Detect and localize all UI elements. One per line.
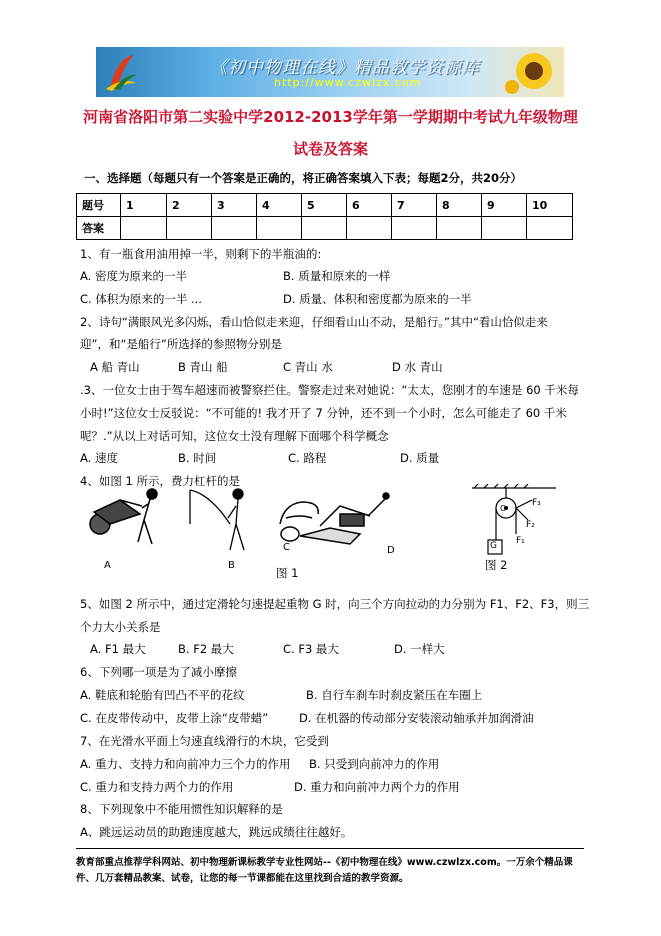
fig2-label-f1: F₁ — [516, 536, 525, 546]
q7-option-d: D. 重力和向前冲力两个力的作用 — [294, 780, 460, 794]
q2-option-c: C 青山 水 — [283, 360, 333, 374]
q1-option-c: C. 体积为原来的一半 ... — [80, 292, 202, 306]
q1-option-b: B. 质量和原来的一样 — [283, 269, 391, 283]
q6-option-b: B. 自行车刹车时刹皮紧压在车圈上 — [306, 688, 483, 702]
fig2-label-o: O — [500, 504, 507, 513]
fig1-label-d: D — [387, 545, 395, 556]
q3-stem-line3: 呢？.”从以上对话可知，这位女士没有理解下面哪个科学概念 — [80, 429, 389, 443]
q4-stem: 4、如图 1 所示，费力杠杆的是 — [80, 474, 240, 488]
doc-title-line1: 河南省洛阳市第二实验中学2012-2013学年第一学期期中考试九年级物理 — [83, 108, 578, 126]
doc-title-line2: 试卷及答案 — [292, 140, 368, 158]
table-cell: 2 — [167, 194, 212, 217]
q2-stem-line2: 迎”，和“是船行”所选择的参照物分别是 — [80, 337, 282, 351]
figure-1-caption: 图 1 — [276, 566, 299, 580]
answer-cell[interactable] — [482, 217, 527, 240]
table-cell: 8 — [437, 194, 482, 217]
q2-stem-line1: 2、诗句“满眼风光多闪烁，看山恰似走来迎，仔细看山山不动，是船行。”其中“看山恰似走来 — [80, 315, 548, 329]
answer-cell[interactable] — [392, 217, 437, 240]
q6-option-c: C. 在皮带传动中，皮带上涂“皮带蜡” — [80, 711, 269, 725]
table-cell: 5 — [302, 194, 347, 217]
q3-option-b: B. 时间 — [178, 451, 217, 465]
q3-option-a: A. 速度 — [80, 451, 118, 465]
figure-2-pulley — [470, 484, 560, 556]
answer-cell[interactable] — [437, 217, 482, 240]
q5-stem-line2: 个力大小关系是 — [80, 620, 161, 634]
site-logo-icon — [104, 53, 138, 91]
footer-line2: 件、几万套精品教案、试卷，让您的每一节课都能在这里找到合适的教学资源。 — [76, 873, 409, 884]
table-cell: 1 — [121, 194, 167, 217]
q2-option-b: B 青山 船 — [178, 360, 228, 374]
q8-option-a: A、跳远运动员的助跑速度越大，跳远成绩往往越好。 — [80, 825, 353, 839]
q5-stem-line1: 5、如图 2 所示中，通过定滑轮匀速提起重物 G 时，向三个方向拉动的力分别为 F1、F2、F3，则三 — [80, 597, 590, 611]
fig1-label-c: C — [283, 542, 290, 553]
q6-stem: 6、下列哪一项是为了减小摩擦 — [80, 665, 237, 679]
answer-cell[interactable] — [121, 217, 167, 240]
q5-option-d: D. 一样大 — [394, 642, 445, 656]
header-banner — [96, 47, 564, 97]
fig1-label-a: A — [104, 560, 111, 571]
table-cell: 答案 — [77, 217, 121, 240]
q6-option-d: D. 在机器的传动部分安装滚动轴承并加润滑油 — [299, 711, 534, 725]
footer-line1: 教育部重点推荐学科网站、初中物理新课标教学专业性网站--《初中物理在线》www.czwlzx.com。一万余个精品课 — [76, 857, 573, 868]
page-footer — [76, 855, 596, 887]
q5-option-a: A. F1 最大 — [90, 642, 146, 656]
answer-table — [76, 193, 573, 240]
q5-option-b: B. F2 最大 — [178, 642, 234, 656]
q7-option-c: C. 重力和支持力两个力的作用 — [80, 780, 234, 794]
q1-option-d: D. 质量、体积和密度都为原来的一半 — [283, 292, 472, 306]
q6-option-a: A. 鞋底和轮胎有凹凸不平的花纹 — [80, 688, 245, 702]
q3-stem-line1: .3、一位女士由于驾车超速而被警察拦住。警察走过来对她说：“太太，您刚才的车速是 60 千米每 — [80, 383, 579, 397]
fig1-label-b: B — [228, 560, 235, 571]
q2-option-d: D 水 青山 — [392, 360, 443, 374]
table-row — [77, 217, 573, 240]
answer-cell[interactable] — [257, 217, 302, 240]
answer-cell[interactable] — [302, 217, 347, 240]
q1-stem: 1、有一瓶食用油用掉一半，则剩下的半瓶油的: — [80, 247, 322, 261]
answer-cell[interactable] — [347, 217, 392, 240]
fig2-label-g: G — [490, 541, 497, 551]
section-heading: 一、选择题（每题只有一个答案是正确的，将正确答案填入下表；每题2分，共20分） — [84, 171, 523, 185]
fishing-figure — [190, 489, 244, 550]
footer-divider — [76, 848, 584, 849]
q7-stem: 7、在光滑水平面上匀速直线滑行的木块，它受到 — [80, 734, 329, 748]
q3-option-d: D. 质量 — [400, 451, 440, 465]
table-cell: 9 — [482, 194, 527, 217]
answer-cell[interactable] — [212, 217, 257, 240]
sunflower-icon — [504, 49, 558, 95]
table-row — [77, 194, 573, 217]
table-cell: 3 — [212, 194, 257, 217]
wheelbarrow-figure — [90, 489, 157, 544]
table-cell: 7 — [392, 194, 437, 217]
q3-stem-line2: 小时!”这位女士反驳说：“不可能的! 我才开了 7 分钟，还不到一个小时，怎么可能走了 60 千米 — [80, 406, 567, 420]
q8-stem: 8、下列现象中不能用惯性知识解释的是 — [80, 802, 283, 816]
answer-cell[interactable] — [527, 217, 573, 240]
answer-cell[interactable] — [167, 217, 212, 240]
table-cell: 6 — [347, 194, 392, 217]
fig2-label-f3: F₃ — [532, 498, 541, 508]
banner-title: 《初中物理在线》精品教学资源库 — [210, 58, 480, 78]
banner-url[interactable]: http://www.czwlzx.com — [274, 76, 422, 89]
q2-option-a: A 船 青山 — [90, 360, 140, 374]
fig2-label-f2: F₂ — [526, 520, 535, 530]
figure-1-tools — [290, 486, 400, 566]
table-cell: 10 — [527, 194, 573, 217]
q7-option-a: A. 重力、支持力和向前冲力三个力的作用 — [80, 757, 291, 771]
table-cell: 4 — [257, 194, 302, 217]
q1-option-a: A. 密度为原来的一半 — [80, 269, 187, 283]
q5-option-c: C. F3 最大 — [283, 642, 339, 656]
figure-2-caption: 图 2 — [485, 558, 508, 572]
q7-option-b: B. 只受到向前冲力的作用 — [309, 757, 440, 771]
table-cell: 题号 — [77, 194, 121, 217]
q3-option-c: C. 路程 — [288, 451, 327, 465]
